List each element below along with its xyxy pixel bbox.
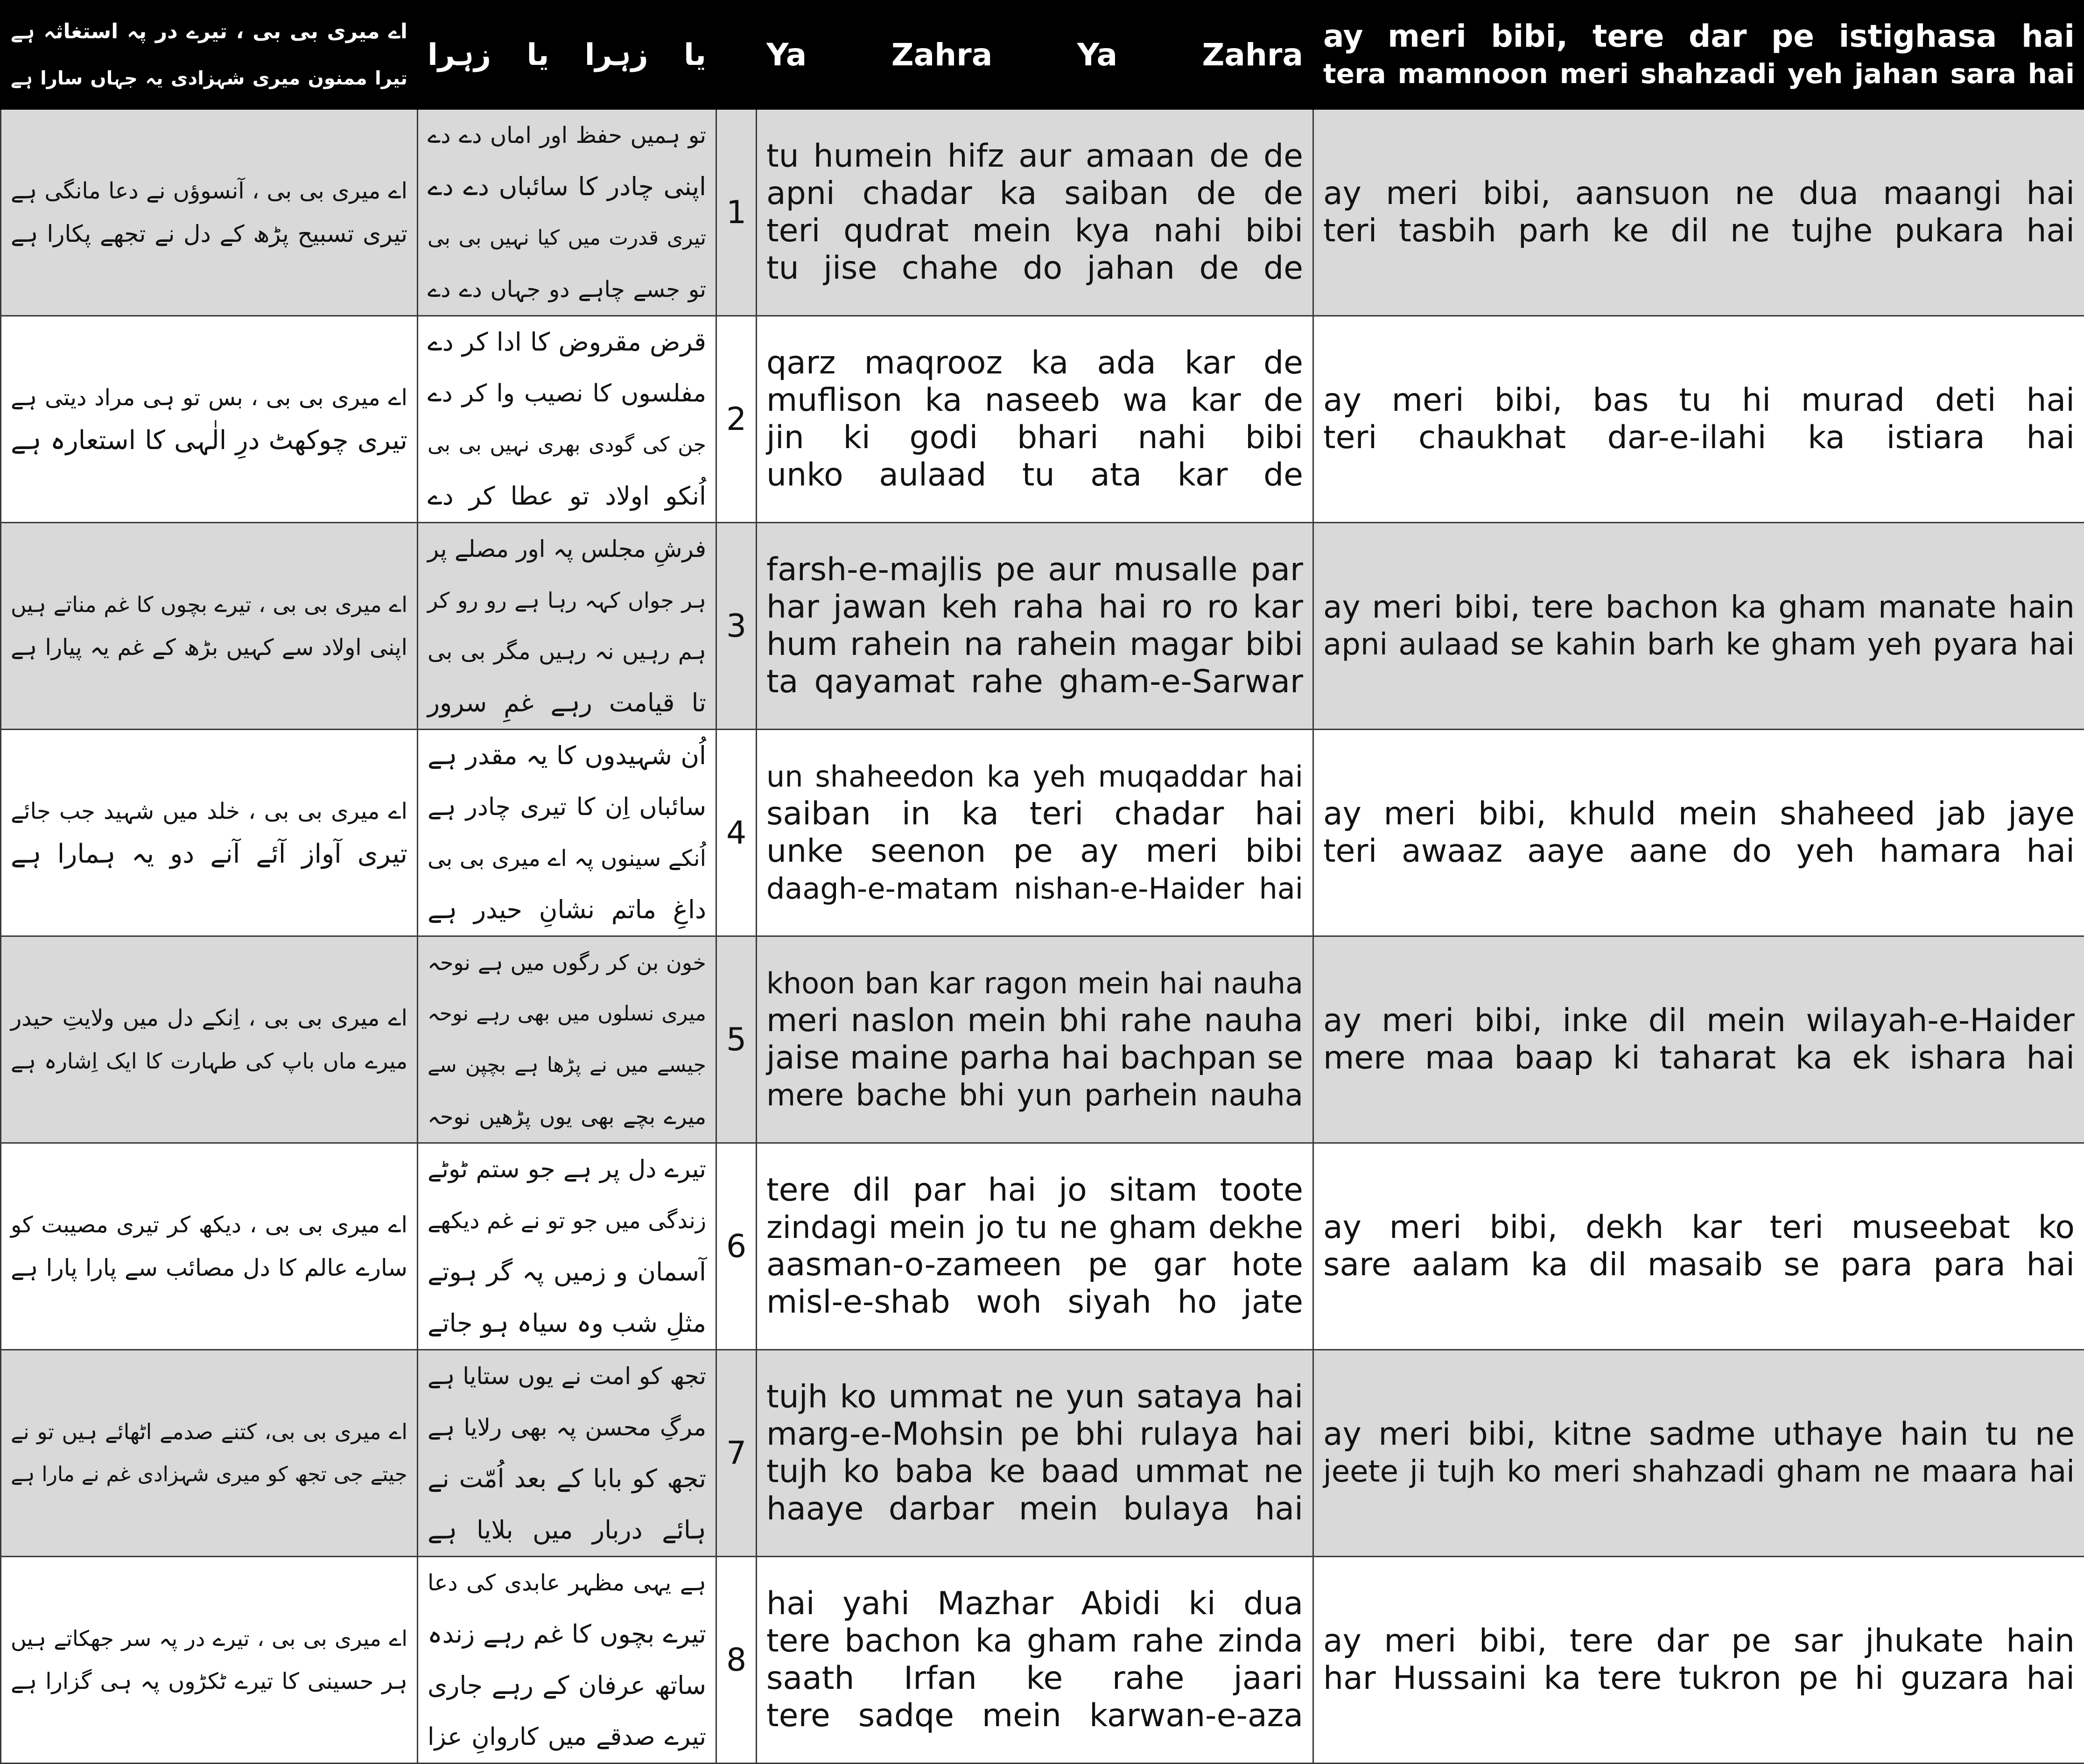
roman-verse-cell <box>757 523 1313 730</box>
verse-row <box>1 316 2084 523</box>
roman-refrain-line: ay meri bibi, khuld mein shaheed jab jaye <box>1323 795 2075 833</box>
roman-refrain-cell <box>1313 936 2084 1143</box>
urdu-verse-line: میرے بچے بھی یوں پڑھیں نوحہ <box>428 1091 706 1142</box>
roman-verse-line: har jawan keh raha hai ro ro kar <box>766 589 1303 626</box>
verse-number: 3 <box>716 523 757 730</box>
urdu-refrain-cell <box>1 1143 418 1350</box>
urdu-verse-line: اُنکو اولاد تو عطا کر دے <box>428 471 706 522</box>
urdu-verse-line: سائباں اِن کا تیری چادر ہے <box>428 781 706 833</box>
roman-verse-line: zindagi mein jo tu ne gham dekhe <box>766 1209 1303 1246</box>
verse-row <box>1 1143 2084 1350</box>
roman-verse-line: tere sadqe mein karwan-e-aza <box>766 1697 1303 1735</box>
roman-refrain-line: mere maa baap ki taharat ka ek ishara hai <box>1323 1040 2075 1077</box>
roman-verse-cell <box>757 109 1313 316</box>
roman-verse-line: muflison ka naseeb wa kar de <box>766 382 1303 419</box>
roman-verse-line: tu humein hifz aur amaan de de <box>766 138 1303 175</box>
urdu-verse-line: آسمان و زمیں پہ گر ہوتے <box>428 1246 706 1298</box>
roman-refrain-line: ay meri bibi, inke dil mein wilayah-e-Haider <box>1323 1002 2075 1040</box>
urdu-refrain-line: میرے ماں باپ کی طہارت کا ایک اِشارہ ہے <box>11 1040 407 1082</box>
urdu-verse-line: تو ہمیں حفظ اور اماں دے دے <box>428 110 706 161</box>
roman-verse-line: haaye darbar mein bulaya hai <box>766 1490 1303 1528</box>
urdu-verse-line: تیری قدرت میں کیا نہیں بی بی <box>428 212 706 264</box>
urdu-verse-cell <box>418 936 716 1143</box>
roman-verse-line: saath Irfan ke rahe jaari <box>766 1660 1303 1697</box>
urdu-verse-line: خون بن کر رگوں میں ہے نوحہ <box>428 937 706 988</box>
roman-refrain-line: ay meri bibi, kitne sadme uthaye hain tu ne <box>1323 1416 2075 1453</box>
roman-refrain-line: ay meri bibi, bas tu hi murad deti hai <box>1323 382 2075 419</box>
roman-refrain-cell <box>1313 1143 2084 1350</box>
verse-number: 8 <box>716 1557 757 1764</box>
roman-verse-line: unko aulaad tu ata kar de <box>766 457 1303 494</box>
urdu-verse-line: اُن شہیدوں کا یہ مقدر ہے <box>428 730 706 781</box>
urdu-verse-line: جن کی گودی بھری نہیں بی بی <box>428 419 706 471</box>
roman-verse-line: marg-e-Mohsin pe bhi rulaya hai <box>766 1416 1303 1453</box>
roman-verse-cell <box>757 730 1313 936</box>
urdu-refrain-cell <box>1 109 418 316</box>
roman-refrain-cell <box>1313 523 2084 730</box>
roman-refrain-line: ay meri bibi, aansuon ne dua maangi hai <box>1323 175 2075 212</box>
verse-row <box>1 523 2084 730</box>
verse-row <box>1 1350 2084 1557</box>
urdu-verse-line: میری نسلوں میں بھی رہے نوحہ <box>428 988 706 1040</box>
urdu-refrain-line: اے میری بی بی، کتنے صدمے اٹھائے ہیں تو نے <box>11 1410 407 1453</box>
verse-number: 5 <box>716 936 757 1143</box>
urdu-refrain-line: اے میری بی بی ، دیکھ کر تیری مصیبت کو <box>11 1203 407 1246</box>
roman-refrain-line: jeete ji tujh ko meri shahzadi gham ne maara hai <box>1323 1453 2075 1490</box>
urdu-verse-line: تیرے دل پر ہے جو ستم ٹوٹے <box>428 1144 706 1195</box>
roman-verse-line: mere bache bhi yun parhein nauha <box>766 1077 1303 1114</box>
roman-refrain-cell <box>1313 730 2084 936</box>
header-urdu-refrain-line: تیرا ممنون میری شہزادی یہ جہاں سارا ہے <box>11 55 407 102</box>
urdu-verse-line: تا قیامت رہے غمِ سرور <box>428 677 706 729</box>
urdu-verse-line: مفلسوں کا نصیب وا کر دے <box>428 368 706 419</box>
urdu-verse-line: ساتھ عرفان کے رہے جاری <box>428 1660 706 1711</box>
urdu-refrain-cell <box>1 523 418 730</box>
roman-verse-cell <box>757 316 1313 523</box>
roman-refrain-line: teri chaukhat dar-e-ilahi ka istiara hai <box>1323 419 2075 457</box>
roman-refrain-cell <box>1313 109 2084 316</box>
header-roman-refrain-line: ay meri bibi, tere dar pe istighasa hai <box>1323 18 2075 55</box>
urdu-refrain-line: اے میری بی بی ، خلد میں شہید جب جائے <box>11 790 407 833</box>
verse-row <box>1 1557 2084 1764</box>
urdu-verse-line: ہم رہیں نہ رہیں مگر بی بی <box>428 626 706 677</box>
roman-verse-cell <box>757 1143 1313 1350</box>
roman-verse-line: unke seenon pe ay meri bibi <box>766 833 1303 870</box>
roman-verse-line: un shaheedon ka yeh muqaddar hai <box>766 758 1303 795</box>
verse-number: 6 <box>716 1143 757 1350</box>
roman-refrain-line: har Hussaini ka tere tukron pe hi guzara hai <box>1323 1660 2075 1697</box>
roman-verse-line: misl-e-shab woh siyah ho jate <box>766 1284 1303 1321</box>
urdu-verse-line: مرگِ محسن پہ بھی رلایا ہے <box>428 1402 706 1453</box>
urdu-verse-line: زندگی میں جو تو نے غم دیکھے <box>428 1195 706 1246</box>
header-urdu-refrain <box>1 1 418 109</box>
roman-refrain-line: teri awaaz aaye aane do yeh hamara hai <box>1323 833 2075 870</box>
header-roman-chant <box>757 1 1313 109</box>
urdu-refrain-line: اپنی اولاد سے کہیں بڑھ کے غم یہ پیارا ہے <box>11 626 407 669</box>
roman-verse-line: teri qudrat mein kya nahi bibi <box>766 212 1303 250</box>
urdu-verse-cell <box>418 1350 716 1557</box>
urdu-verse-line: ہائے دربار میں بلایا ہے <box>428 1504 706 1556</box>
urdu-refrain-line: تیری تسبیح پڑھ کے دل نے تجھے پکارا ہے <box>11 212 407 255</box>
urdu-refrain-line: جیتے جی تجھ کو میری شہزادی غم نے مارا ہے <box>11 1453 407 1496</box>
verse-row <box>1 109 2084 316</box>
urdu-verse-line: جیسے میں نے پڑھا ہے بچپن سے <box>428 1040 706 1091</box>
verse-number: 7 <box>716 1350 757 1557</box>
urdu-verse-line: تجھ کو امت نے یوں ستایا ہے <box>428 1350 706 1402</box>
header-roman-chant-line: Ya Zahra Ya Zahra <box>766 36 1303 74</box>
header-urdu-refrain-line: اے میری بی بی ، تیرے در پہ استغاثہ ہے <box>11 8 407 55</box>
urdu-refrain-cell <box>1 1350 418 1557</box>
roman-verse-line: ta qayamat rahe gham-e-Sarwar <box>766 663 1303 701</box>
roman-verse-line: meri naslon mein bhi rahe nauha <box>766 1002 1303 1040</box>
urdu-verse-line: فرشِ مجلس پہ اور مصلے پر <box>428 523 706 575</box>
roman-verse-cell <box>757 1557 1313 1764</box>
urdu-verse-cell <box>418 523 716 730</box>
roman-verse-line: saiban in ka teri chadar hai <box>766 795 1303 833</box>
roman-verse-cell <box>757 1350 1313 1557</box>
header-roman-refrain-line: tera mamnoon meri shahzadi yeh jahan sara hai <box>1323 55 2075 92</box>
urdu-verse-cell <box>418 109 716 316</box>
roman-verse-line: jaise maine parha hai bachpan se <box>766 1040 1303 1077</box>
urdu-refrain-cell <box>1 936 418 1143</box>
urdu-verse-line: ہے یہی مظہر عابدی کی دعا <box>428 1557 706 1609</box>
roman-verse-line: khoon ban kar ragon mein hai nauha <box>766 965 1303 1002</box>
urdu-refrain-line: ہر حسینی کا تیرے ٹکڑوں پہ ہی گزارا ہے <box>11 1660 407 1703</box>
urdu-verse-cell <box>418 1143 716 1350</box>
urdu-refrain-line: سارے عالم کا دل مصائب سے پارا پارا ہے <box>11 1246 407 1289</box>
roman-refrain-line: ay meri bibi, tere bachon ka gham manate hain <box>1323 589 2075 626</box>
header-roman-refrain <box>1313 1 2084 109</box>
urdu-verse-cell <box>418 1557 716 1764</box>
roman-verse-cell <box>757 936 1313 1143</box>
roman-verse-line: tere bachon ka gham rahe zinda <box>766 1623 1303 1660</box>
verse-row <box>1 936 2084 1143</box>
urdu-verse-cell <box>418 730 716 936</box>
urdu-refrain-cell <box>1 316 418 523</box>
urdu-refrain-line: اے میری بی بی ، اِنکے دل میں ولایتِ حیدر <box>11 997 407 1040</box>
urdu-verse-line: تو جسے چاہے دو جہاں دے دے <box>428 264 706 315</box>
urdu-verse-line: تیرے بچوں کا غم رہے زندہ <box>428 1609 706 1660</box>
verse-number: 2 <box>716 316 757 523</box>
roman-refrain-cell <box>1313 1557 2084 1764</box>
roman-refrain-line: sare aalam ka dil masaib se para para hai <box>1323 1246 2075 1284</box>
roman-refrain-line: ay meri bibi, dekh kar teri museebat ko <box>1323 1209 2075 1246</box>
urdu-refrain-cell <box>1 730 418 936</box>
urdu-refrain-line: اے میری بی بی ، تیرے در پہ سر جھکاتے ہیں <box>11 1617 407 1660</box>
roman-verse-line: tujh ko ummat ne yun sataya hai <box>766 1378 1303 1416</box>
roman-verse-line: hai yahi Mazhar Abidi ki dua <box>766 1585 1303 1623</box>
urdu-verse-line: اپنی چادر کا سائباں دے دے <box>428 161 706 212</box>
roman-verse-line: qarz maqrooz ka ada kar de <box>766 344 1303 382</box>
urdu-refrain-line: تیری آواز آئے آنے دو یہ ہمارا ہے <box>11 833 407 876</box>
roman-verse-line: tujh ko baba ke baad ummat ne <box>766 1453 1303 1490</box>
urdu-verse-line: ہر جواں کہہ رہا ہے رو رو کر <box>428 575 706 626</box>
urdu-refrain-line: اے میری بی بی ، بس تو ہی مراد دیتی ہے <box>11 376 407 419</box>
header-row <box>1 1 2084 109</box>
urdu-refrain-cell <box>1 1557 418 1764</box>
urdu-verse-line: تیرے صدقے میں کاروانِ عزا <box>428 1711 706 1763</box>
header-number-cell <box>716 1 757 109</box>
roman-verse-line: daagh-e-matam nishan-e-Haider hai <box>766 870 1303 907</box>
roman-verse-line: aasman-o-zameen pe gar hote <box>766 1246 1303 1284</box>
urdu-verse-line: اُنکے سینوں پہ اے میری بی بی <box>428 833 706 884</box>
verse-row <box>1 730 2084 936</box>
roman-verse-line: farsh-e-majlis pe aur musalle par <box>766 551 1303 589</box>
header-urdu-chant-line: یا زہرا یا زہرا <box>428 29 706 81</box>
urdu-verse-line: مثلِ شب وہ سیاہ ہو جاتے <box>428 1298 706 1349</box>
roman-verse-line: apni chadar ka saiban de de <box>766 175 1303 212</box>
urdu-refrain-line: اے میری بی بی ، آنسوؤں نے دعا مانگی ہے <box>11 169 407 212</box>
urdu-verse-line: تجھ کو بابا کے بعد اُمّت نے <box>428 1453 706 1504</box>
urdu-refrain-line: اے میری بی بی ، تیرے بچوں کا غم مناتے ہیں <box>11 583 407 626</box>
urdu-verse-cell <box>418 316 716 523</box>
roman-refrain-cell <box>1313 316 2084 523</box>
roman-verse-line: jin ki godi bhari nahi bibi <box>766 419 1303 457</box>
roman-refrain-line: ay meri bibi, tere dar pe sar jhukate hain <box>1323 1623 2075 1660</box>
roman-refrain-line: apni aulaad se kahin barh ke gham yeh pyara hai <box>1323 626 2075 663</box>
urdu-verse-line: داغِ ماتم نشانِ حیدر ہے <box>428 884 706 935</box>
roman-refrain-cell <box>1313 1350 2084 1557</box>
roman-verse-line: hum rahein na rahein magar bibi <box>766 626 1303 663</box>
roman-refrain-line: teri tasbih parh ke dil ne tujhe pukara hai <box>1323 212 2075 250</box>
roman-verse-line: tere dil par hai jo sitam toote <box>766 1172 1303 1209</box>
verse-table-body <box>1 109 2084 1764</box>
urdu-verse-line: قرض مقروض کا ادا کر دے <box>428 316 706 368</box>
verse-number: 4 <box>716 730 757 936</box>
verse-number: 1 <box>716 109 757 316</box>
roman-verse-line: tu jise chahe do jahan de de <box>766 250 1303 287</box>
header-urdu-chant <box>418 1 716 109</box>
urdu-refrain-line: تیری چوکھٹ درِ الٰہی کا استعارہ ہے <box>11 419 407 462</box>
